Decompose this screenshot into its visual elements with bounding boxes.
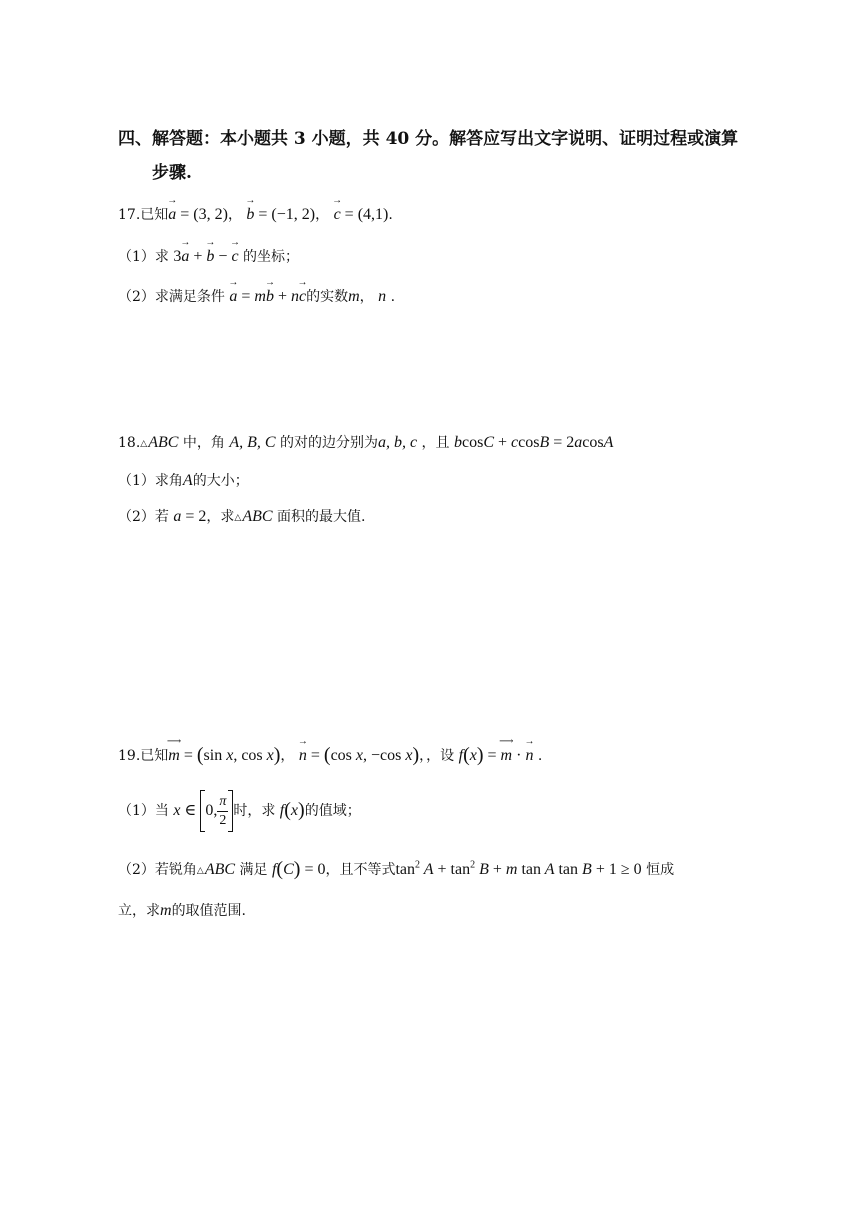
q17-part2-label: （2）求满足条件 bbox=[118, 289, 225, 305]
q18-equation: bcosC + ccosB = 2acosA bbox=[454, 434, 614, 451]
q19-interval: 0, bbox=[205, 802, 218, 819]
q19-vector-n: → n = (cos x, −cos x) bbox=[299, 747, 419, 764]
section-heading-line2: 步骤. bbox=[152, 163, 192, 183]
q17-formula-a: → a = (3, 2) bbox=[168, 206, 228, 223]
q17-statement: 17.已知→ a = (3, 2)， → b = (−1, 2)， → c = (4,1). bbox=[118, 204, 393, 224]
q18-part1: （1）求角A的大小； bbox=[118, 472, 249, 489]
q17-part2-tail: 的实数 bbox=[306, 289, 349, 305]
q19-part2-cont: 立，求m的取值范围. bbox=[118, 902, 247, 919]
q17-formula-b: → b = (−1, 2) bbox=[246, 206, 315, 223]
q17-intro: 17.已知 bbox=[118, 207, 169, 223]
q19-statement: 19.已知⟶ m = (sin x, cos x)， → n = (cos x, −cos x)，，设 f(x) = ⟶ m · → n . bbox=[118, 744, 542, 767]
q18-part2: （2）若 a = 2，求△ABC 面积的最大值. bbox=[118, 508, 366, 525]
q17-part2-formula: → a = m→ b + n→ c bbox=[229, 288, 306, 305]
q17-part1 bbox=[118, 246, 299, 266]
section-heading bbox=[118, 122, 738, 190]
q19-inequality: $\tan^2 A + \tan^2 B + m$ tan A tan B + 1 ≥ 0 bbox=[395, 859, 642, 878]
q17-part1-label: （1）求 bbox=[118, 249, 169, 265]
q17-part1-tail: 的坐标； bbox=[243, 249, 299, 265]
q19-part2: （2）若锐角△ABC 满足 f(C) = 0，且不等式$\tan^2 A + \tan^2 B + m$ tan A tan B + 1 ≥ 0 恒成 bbox=[118, 858, 675, 880]
q18-intro: 18. bbox=[118, 435, 141, 451]
section-heading-line1: 四、解答题：本小题共 3 小题，共 40 分。解答应写出文字说明、证明过程或演算 bbox=[118, 129, 739, 149]
q17-part2: （2）求满足条件 → a = m→ b + n→ c的实数m， n . bbox=[118, 286, 395, 306]
q19-vector-m: ⟶ m = (sin x, cos x) bbox=[168, 747, 280, 764]
q19-part1: （1）当 x ∈ 0, $\frac{\pi}{2}$ 时，求 f(x)的值域； bbox=[118, 790, 361, 832]
q19-function: f(x) = ⟶ m · → n bbox=[459, 747, 534, 764]
q18-statement: 18.△ABC 中，角 A, B, C 的对的边分别为a, b, c ，且 bcosC + ccosB = 2acosA bbox=[118, 434, 614, 451]
q17-part1-formula: 3→ a + → b − → c bbox=[173, 248, 238, 265]
q17-formula-c: → c = (4,1) bbox=[334, 206, 389, 223]
